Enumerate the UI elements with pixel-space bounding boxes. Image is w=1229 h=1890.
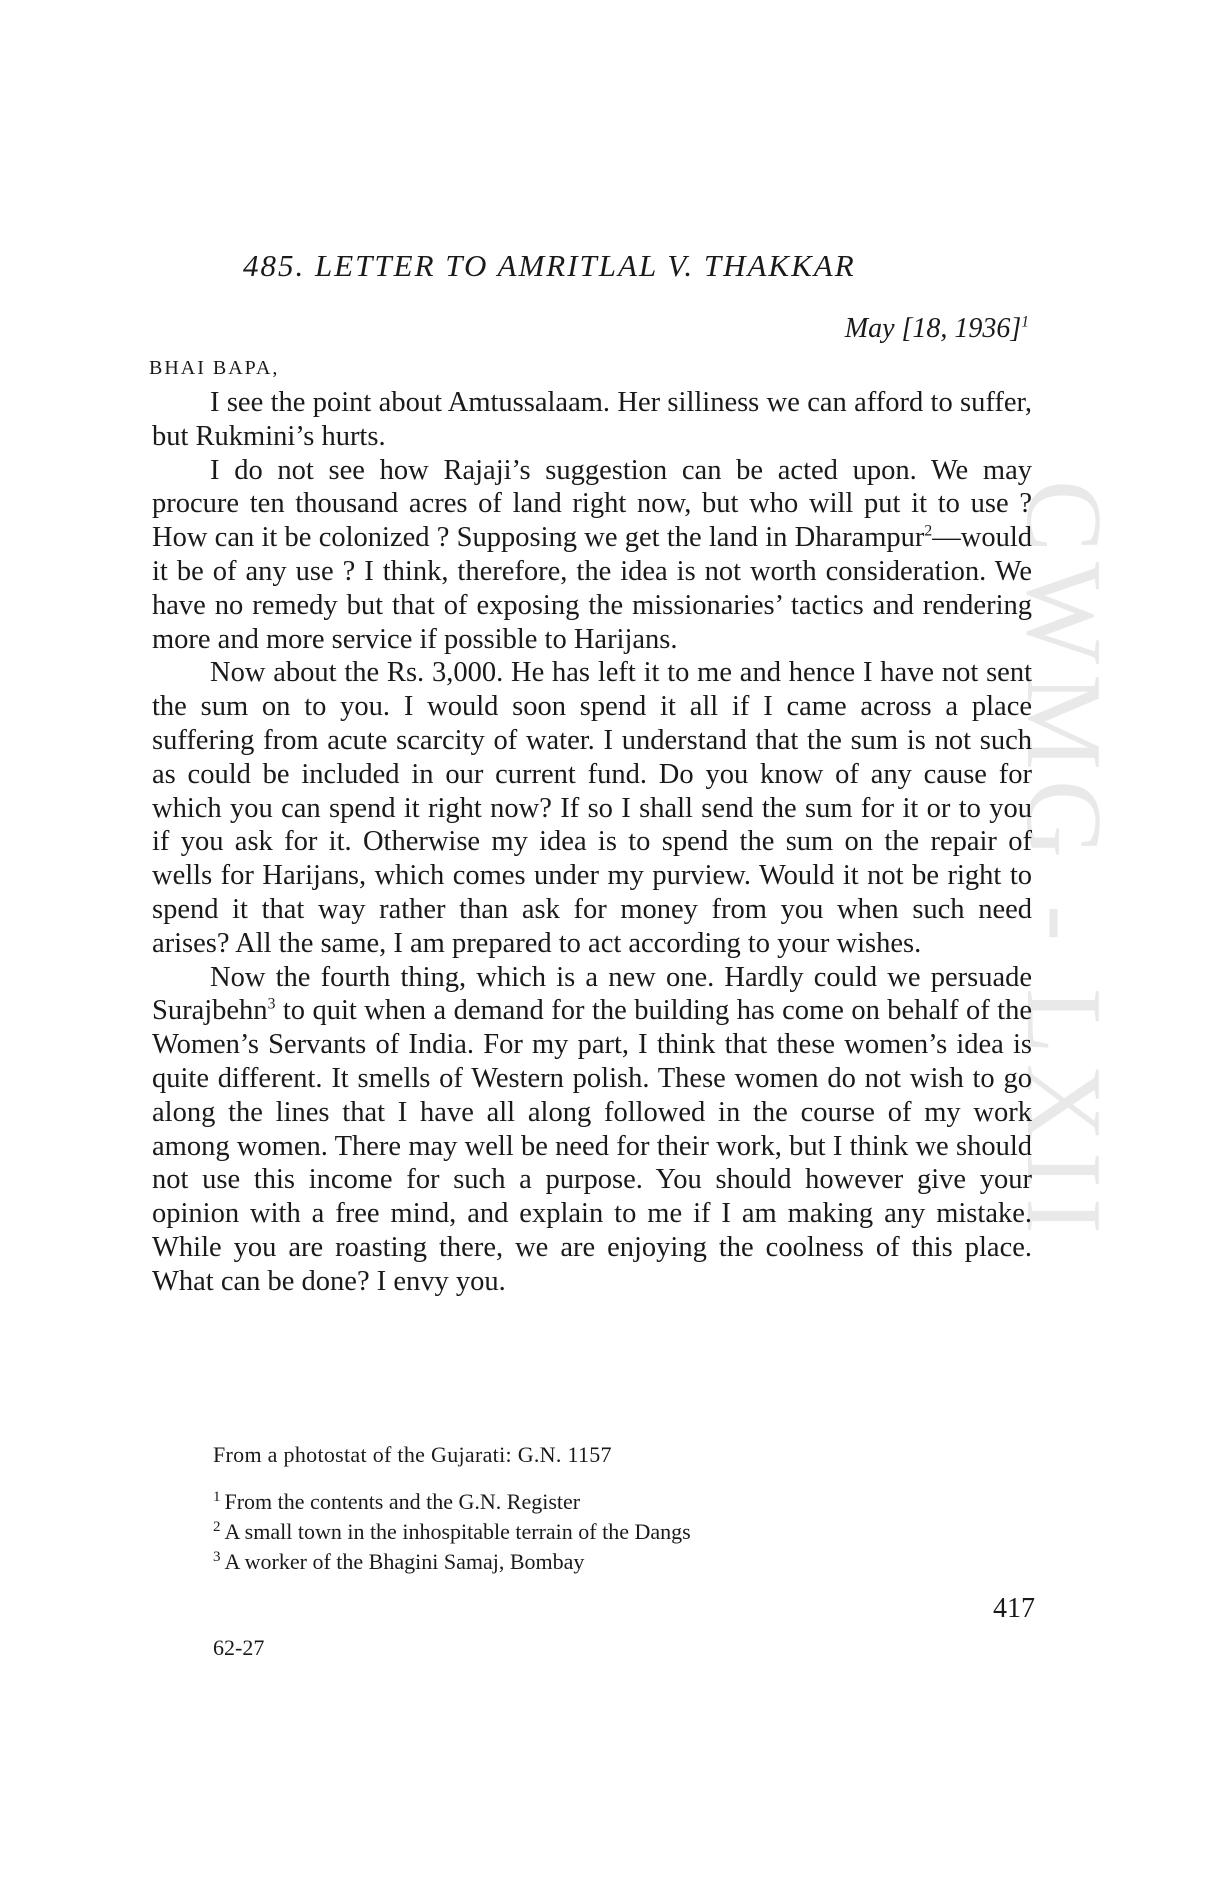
paragraph-2-start: I do not see how Rajaji’s suggestion can be acted upon. We may procure ten thousand acres of land right now, but who will put it to use ? How can it be colonized ? Supposing we get the land in Dharampur [152, 454, 1032, 554]
footnote-1 [213, 1487, 913, 1517]
watermark: CWMG - LXII [1004, 480, 1123, 1244]
paragraph-4-start: Now the fourth thing, which is a new one. Hardly could we persuade Surajbehn [152, 961, 1032, 1027]
footnotes [213, 1487, 913, 1577]
letter-body [152, 386, 1032, 1299]
paragraph-1: I see the point about Amtussalaam. Her silliness we can afford to suffer, but Rukmini’s hurts. [152, 387, 1032, 452]
footnote-ref-1: 1 [1021, 313, 1029, 331]
paragraph-3: Now about the Rs. 3,000. He has left it to me and hence I have not sent the sum on to you. I would soon spend it all if I came across a place suffering from acute scarcity of water. I understand that the sum is not such as could be included in our current fund. Do you know of any cause for which you can spend it right now? If so I shall send the sum for it or to you if you ask for it. Otherwise my idea is to spend the sum on the repair of wells for Harijans, which comes under my purview. Would it not be right to spend it that way rather than ask for money from you when such need arises? All the same, I am prepared to act according to your wishes. [152, 657, 1032, 959]
paragraph-2-end: —would it be of any use ? I think, therefore, the idea is not worth consideration. We have no remedy but that of exposing the missionaries’ tactics and rendering more and more service if possible to Harijans. [152, 522, 1032, 655]
footnote-number: 3 [213, 1548, 221, 1565]
paragraph-2 [152, 454, 1032, 657]
footnote-text: A small town in the inhospitable terrain of the Dangs [224, 1519, 691, 1544]
page-number: 417 [993, 1593, 1035, 1624]
paragraph-4 [152, 961, 1032, 1299]
date-text: May [18, 1936] [844, 313, 1022, 344]
source-note: From a photostat of the Gujarati: G.N. 1157 [213, 1442, 612, 1467]
paragraph-4-end: to quit when a demand for the building has come on behalf of the Women’s Servants of India. For my part, I think that these women’s idea is quite different. It smells of Western polish. These women do not wish to go along the lines that I have all along followed in the course of my work among women. There may well be need for their work, but I think we should not use this income for such a purpose. You should however give your opinion with a free mind, and explain to me if I am making any mistake. While you are roasting there, we are enjoying the coolness of this place. What can be done? I envy you. [152, 995, 1032, 1297]
footnote-text: A worker of the Bhagini Samaj, Bombay [224, 1549, 585, 1574]
footnote-ref-2: 2 [924, 522, 933, 540]
letter-date [845, 313, 1029, 345]
letter-title: 485. LETTER TO AMRITLAL V. THAKKAR [243, 248, 856, 283]
footnote-number: 2 [213, 1518, 221, 1535]
footnote-2 [213, 1517, 913, 1547]
signature-mark: 62-27 [213, 1635, 265, 1660]
footnote-number: 1 [213, 1488, 221, 1505]
salutation: BHAI BAPA, [149, 357, 280, 379]
footnote-ref-3: 3 [267, 995, 276, 1013]
footnote-3 [213, 1547, 913, 1577]
footnote-text: From the contents and the G.N. Register [224, 1489, 581, 1514]
